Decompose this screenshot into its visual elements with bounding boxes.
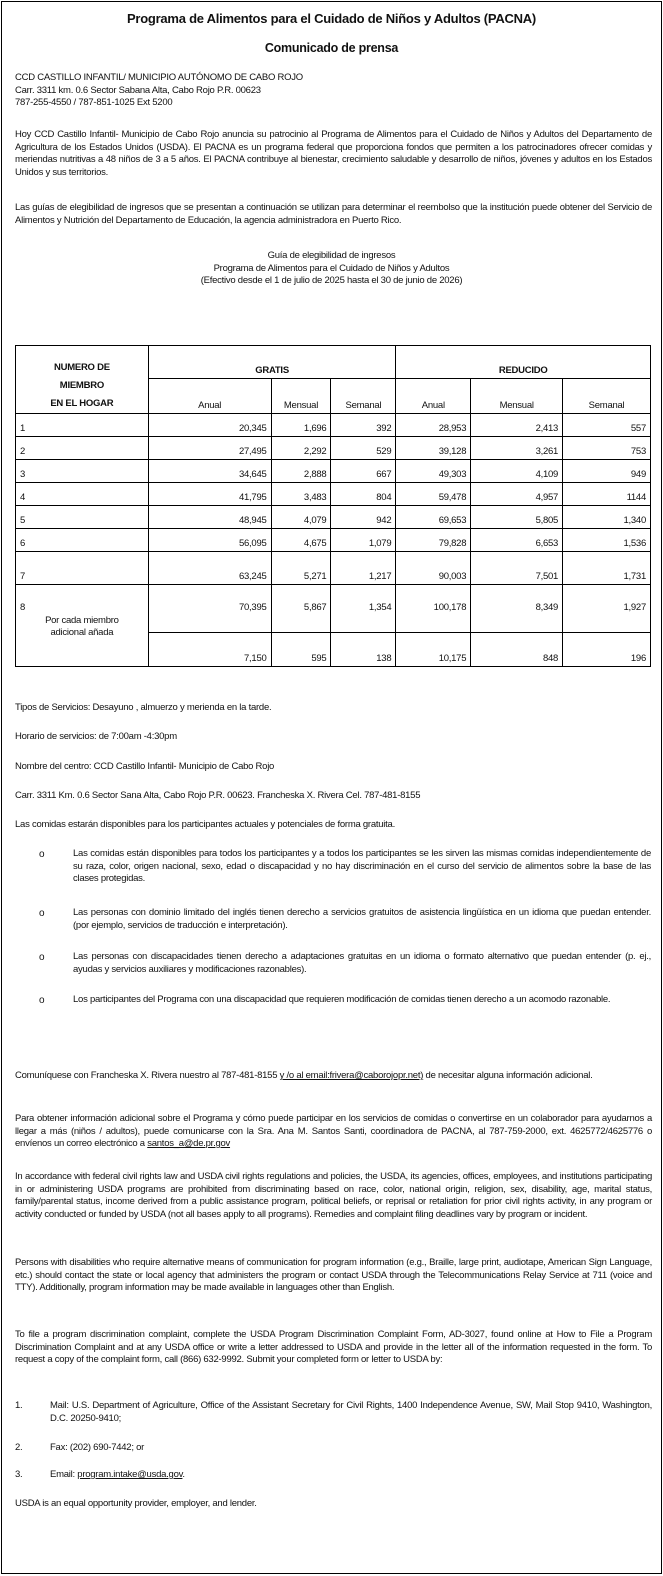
table-cell: 5,271: [271, 552, 331, 585]
table-row: [16, 552, 651, 585]
equal-opportunity-statement: USDA is an equal opportunity provider, employer, and lender.: [15, 1498, 257, 1509]
free-meals-statement: Las comidas estarán disponibles para los participantes actuales y potenciales de forma gratuita.: [15, 819, 395, 830]
disabilities-paragraph: Persons with disabilities who require alternative means of communication for program information (e.g., Braille, large print, audiotape, American Sign Language, etc.) should contact the state or local agency that administers the program or contact USDA through the Telecommunications Relay Service at 711 (voice and TTY). Additionally, program information may be made available in languages other than English.: [15, 1257, 652, 1294]
table-row: [16, 483, 651, 506]
bullet-marker: o: [39, 995, 45, 1006]
table-cell: 3,483: [271, 483, 331, 506]
sponsor-name: CCD CASTILLO INFANTIL/ MUNICIPIO AUTÓNOMO DE CABO ROJO: [15, 72, 303, 83]
table-cell: 63,245: [148, 552, 271, 585]
sponsor-phones: 787-255-4550 / 787-851-1025 Ext 5200: [15, 97, 173, 109]
method-email: 3. Email: program.intake@usda.gov.: [15, 1469, 185, 1480]
contact-email-link[interactable]: y /o al email:frivera@caborojopr.net): [279, 1070, 424, 1081]
center-name: Nombre del centro: CCD Castillo Infantil- Municipio de Cabo Rojo: [15, 761, 275, 772]
guide-heading-line: (Efectivo desde el 1 de julio de 2025 hasta el 30 de junio de 2026): [200, 275, 463, 287]
table-cell: 5,805: [471, 506, 563, 529]
document-subtitle: Comunicado de prensa: [264, 41, 399, 55]
guide-heading-line: Guía de elegibilidad de ingresos: [267, 250, 396, 261]
table-cell: 69,653: [396, 506, 471, 529]
civil-rights-paragraph: In accordance with federal civil rights law and USDA civil rights regulations and policies, the USDA, its agencies, offices, employees, and institutions participating in or administering USDA programs are prohibited from discriminating based on race, color, national origin, religion, sex, disability, age, marital status, family/parental status, income derived from a public assistance program, political beliefs, or reprisal or retaliation for prior civil rights activity, in any program or activity conducted or funded by USDA (not all bases apply to all programs). Remedies and complaint filing deadlines vary by program or incident.: [15, 1171, 652, 1220]
table-cell: 595: [271, 633, 331, 667]
guides-paragraph: Las guías de elegibilidad de ingresos que se presentan a continuación se utilizan para determinar el reembolso que la institución puede obtener del Servicio de Alimentos y Nutrición del Departamento de Educación, la agencia administradora en Puerto Rico.: [15, 202, 652, 226]
service-schedule: Horario de servicios: de 7:00am -4:30pm: [15, 731, 177, 742]
table-cell: 8,349: [471, 585, 563, 615]
table-cell: 942: [331, 506, 396, 529]
reduced-group-header: REDUCIDO: [396, 346, 651, 379]
table-cell: 28,953: [396, 414, 471, 437]
table-cell: 529: [331, 437, 396, 460]
table-cell: 41,795: [148, 483, 271, 506]
table-row: [16, 437, 651, 460]
table-cell: 557: [563, 414, 651, 437]
household-size-cell: 5: [16, 506, 149, 529]
center-address: Carr. 3311 Km. 0.6 Sector Sana Alta, Cabo Rojo P.R. 00623. Francheska X. Rivera Cel. 787-481-8155: [15, 790, 421, 801]
additional-member-row-top: [16, 615, 651, 633]
column-header: Anual: [148, 379, 271, 414]
bullet-text: Las comidas están disponibles para todos los participantes y a todos los participantes se les sirven las mismas comidas independientemente de su raza, color, origen nacional, sexo, edad o discapacidad y no hay discriminación en el curso del servicio de alimentos sobre la base de las clases protegidas.: [73, 848, 651, 885]
bullet-marker: o: [39, 849, 45, 860]
table-cell: 48,945: [148, 506, 271, 529]
table-cell: 4,957: [471, 483, 563, 506]
table-cell: 138: [331, 633, 396, 667]
table-cell: 1,696: [271, 414, 331, 437]
table-cell: 667: [331, 460, 396, 483]
household-size-cell: 3: [16, 460, 149, 483]
table-cell: 70,395: [148, 585, 271, 615]
usda-email-link[interactable]: program.intake@usda.gov: [77, 1469, 183, 1480]
column-header: Semanal: [563, 379, 651, 414]
column-header: Mensual: [471, 379, 563, 414]
table-cell: 79,828: [396, 529, 471, 552]
table-cell: 49,303: [396, 460, 471, 483]
contact-paragraph: Comuníquese con Francheska X. Rivera nuestro al 787-481-8155 y /o al email:frivera@caborojopr.net) de necesitar alguna información adicional.: [15, 1070, 593, 1081]
table-cell: 2,888: [271, 460, 331, 483]
table-cell: 392: [331, 414, 396, 437]
table-row: [16, 529, 651, 552]
table-cell: 7,501: [471, 552, 563, 585]
table-cell: 20,345: [148, 414, 271, 437]
table-cell: 753: [563, 437, 651, 460]
coordinator-email-link[interactable]: santos_a@de.pr.gov: [147, 1138, 231, 1150]
document-title: Programa de Alimentos para el Cuidado de Niños y Adultos (PACNA): [127, 11, 536, 26]
table-cell: 59,478: [396, 483, 471, 506]
table-cell: 1,217: [331, 552, 396, 585]
column-header: Mensual: [271, 379, 331, 414]
table-cell: 3,261: [471, 437, 563, 460]
bullet-marker: o: [39, 952, 45, 963]
household-size-cell: 8: [16, 585, 149, 615]
table-row: [16, 460, 651, 483]
table-cell: 10,175: [396, 633, 471, 667]
table-body: [16, 414, 651, 615]
sponsor-address: Carr. 3311 km. 0.6 Sector Sabana Alta, Cabo Rojo P.R. 00623: [15, 84, 261, 96]
complaint-paragraph: To file a program discrimination complaint, complete the USDA Program Discrimination Complaint Form, AD-3027, found online at How to File a Program Discrimination Complaint and at any USDA office or write a letter addressed to USDA and provide in the letter all of the information requested in the form. To request a copy of the complaint form, call (866) 632-9992. Submit your completed form or letter to USDA by:: [15, 1329, 652, 1366]
table-row: [16, 585, 651, 615]
bullet-text: Los participantes del Programa con una discapacidad que requieren modificación de comidas tienen derecho a un acomodo razonable.: [73, 994, 611, 1005]
table-cell: 5,867: [271, 585, 331, 615]
table-cell: 90,003: [396, 552, 471, 585]
press-release-page: [1, 1, 662, 1574]
members-header: NUMERO DE MIEMBRO EN EL HOGAR: [16, 346, 149, 414]
method-mail: 1. Mail: U.S. Department of Agriculture, Office of the Assistant Secretary for Civil Rights, 1400 Independence Avenue, SW, Mail Stop 9410, Washington, D.C. 20250-9410;: [15, 1400, 652, 1424]
table-cell: 1,354: [331, 585, 396, 615]
service-types: Tipos de Servicios: Desayuno , almuerzo y merienda en la tarde.: [15, 702, 272, 713]
table-cell: 1,340: [563, 506, 651, 529]
column-header: Anual: [396, 379, 471, 414]
table-cell: 1144: [563, 483, 651, 506]
table-cell: 56,095: [148, 529, 271, 552]
household-size-cell: 6: [16, 529, 149, 552]
table-cell: 949: [563, 460, 651, 483]
table-cell: 4,109: [471, 460, 563, 483]
table-cell: 804: [331, 483, 396, 506]
household-size-cell: 7: [16, 552, 149, 585]
table-cell: 6,653: [471, 529, 563, 552]
table-cell: 196: [563, 633, 651, 667]
table-cell: 100,178: [396, 585, 471, 615]
guide-heading: [2, 250, 661, 288]
intro-paragraph: Hoy CCD Castillo Infantil- Municipio de Cabo Rojo anuncia su patrocinio al Programa de Alimentos para el Cuidado de Niños y Adultos del Departamento de Agricultura de los Estados Unidos (USDA). El PACNA es un programa federal que proporciona fondos que permiten a los patrocinadores ofrecer comidas y meriendas nutritivas a 48 niños de 3 a 5 años. El PACNA contribuye al bienestar, crecimiento saludable y desarrollo de niños, jóvenes y adultos en los Estados Unidos y sus territorios.: [15, 129, 652, 178]
table-row: [16, 506, 651, 529]
household-size-cell: 1: [16, 414, 149, 437]
table-cell: 39,128: [396, 437, 471, 460]
additional-info-paragraph: Para obtener información adicional sobre el Programa y cómo puede participar en los servicios de comidas o convertirse en un colaborador para ayudarnos a llegar a más (niños / adultos), puede comunicarse con la Sra. Ana M. Santos Santi, coordinadora de PACNA, al 787-759-2000, ext. 4625772/4625776 o envíenos un correo electrónico a santos_a@de.pr.gov: [15, 1113, 652, 1150]
table-cell: 1,536: [563, 529, 651, 552]
table-row: [16, 414, 651, 437]
guide-heading-line: Programa de Alimentos para el Cuidado de Niños y Adultos: [213, 262, 450, 274]
sponsor-contact-block: [15, 72, 645, 110]
bullet-marker: o: [39, 908, 45, 919]
table-cell: 27,495: [148, 437, 271, 460]
table-cell: 1,731: [563, 552, 651, 585]
column-header: Semanal: [331, 379, 396, 414]
table-cell: 7,150: [148, 633, 271, 667]
bullet-text: Las personas con dominio limitado del inglés tienen derecho a servicios gratuitos de asistencia lingüística en un idioma que puedan entender. (por ejemplo, servicios de traducción e interpretación).: [73, 907, 651, 931]
table-cell: 2,292: [271, 437, 331, 460]
table-cell: 4,675: [271, 529, 331, 552]
free-group-header: GRATIS: [148, 346, 396, 379]
income-eligibility-table: [15, 345, 651, 667]
table-cell: 1,079: [331, 529, 396, 552]
household-size-cell: 4: [16, 483, 149, 506]
table-cell: 848: [471, 633, 563, 667]
bullet-text: Las personas con discapacidades tienen derecho a adaptaciones gratuitas en un idioma o formato alternativo que puedan entender (p. ej., ayudas y servicios auxiliares y modificaciones razonables).: [73, 951, 651, 975]
additional-member-label: Por cada miembro adicional añada: [16, 615, 149, 667]
table-cell: 2,413: [471, 414, 563, 437]
table-cell: 4,079: [271, 506, 331, 529]
method-fax: 2. Fax: (202) 690-7442; or: [15, 1442, 145, 1453]
household-size-cell: 2: [16, 437, 149, 460]
table-cell: 34,645: [148, 460, 271, 483]
table-cell: 1,927: [563, 585, 651, 615]
